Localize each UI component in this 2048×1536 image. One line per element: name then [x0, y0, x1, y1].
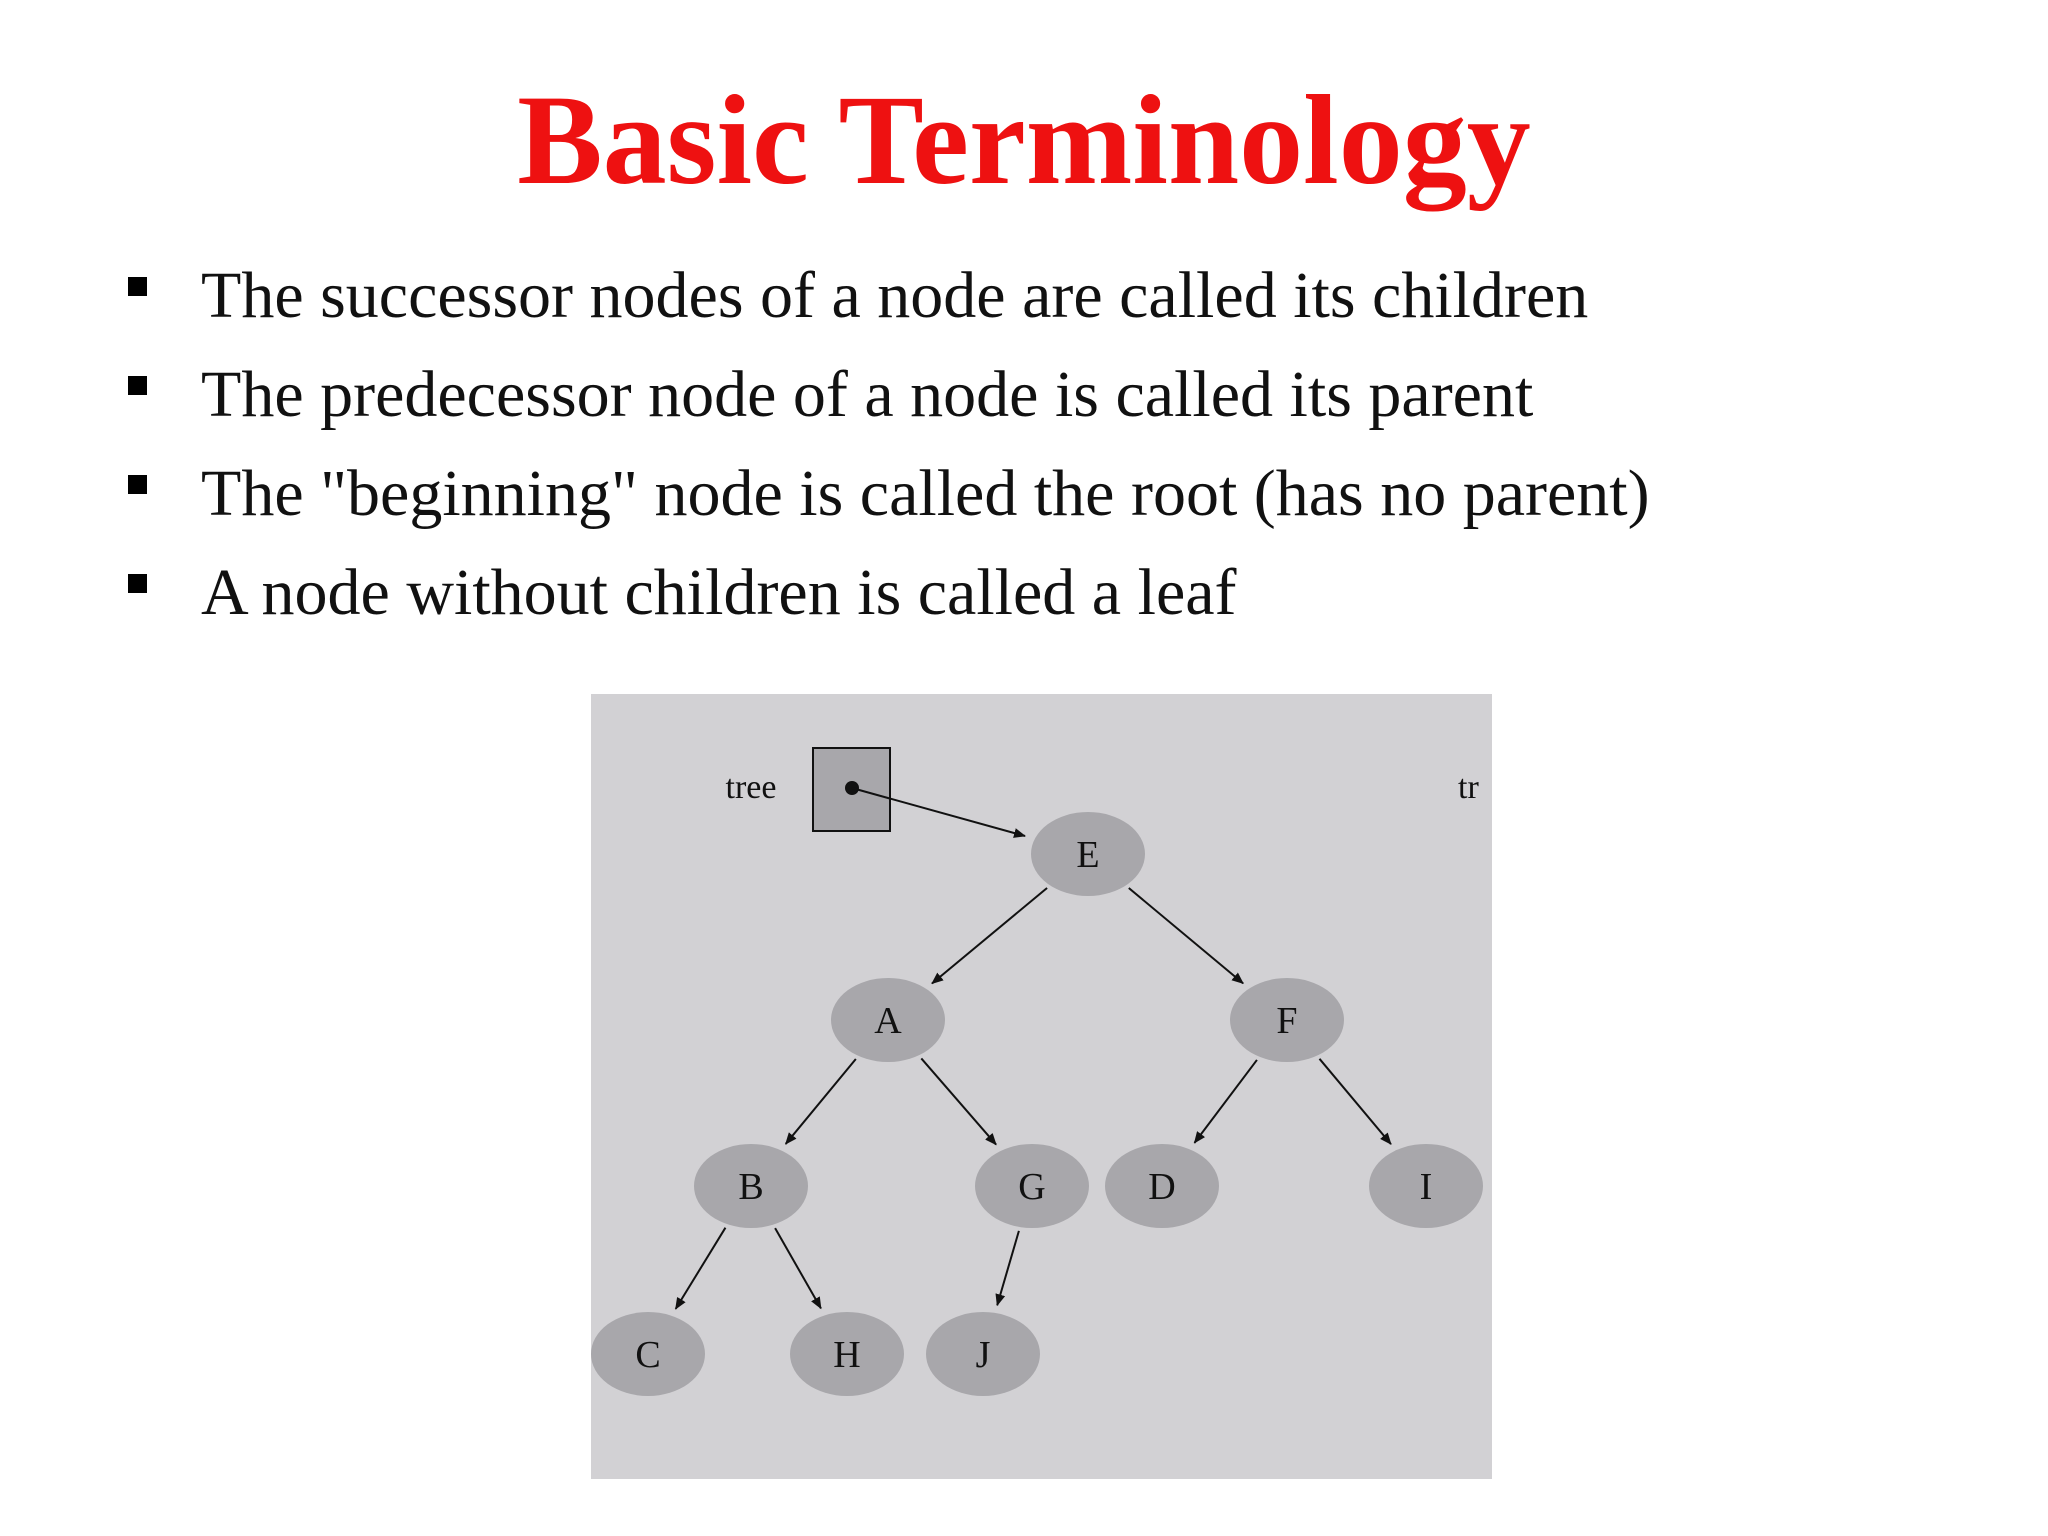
square-bullet-icon — [128, 277, 147, 296]
tree-node-H — [790, 1312, 904, 1396]
edge-B-C — [676, 1228, 726, 1309]
square-bullet-icon — [128, 574, 147, 593]
tree-diagram — [591, 694, 1492, 1479]
tree-node-A — [831, 978, 945, 1062]
edge-A-B — [786, 1059, 856, 1144]
bullet-text: The predecessor node of a node is called its parent — [201, 358, 1534, 431]
edge-F-I — [1319, 1059, 1390, 1144]
edge-B-H — [775, 1228, 821, 1308]
bullet-text: A node without children is called a leaf — [201, 556, 1237, 629]
tree-node-E — [1031, 812, 1145, 896]
nodes-layer — [591, 812, 1483, 1396]
edge-E-A — [932, 888, 1047, 984]
edge-A-G — [921, 1058, 996, 1144]
edges-layer — [676, 888, 1391, 1309]
edge-F-D — [1194, 1060, 1256, 1143]
bullet-text: The "beginning" node is called the root (has no parent) — [201, 457, 1650, 530]
slide-title: Basic Terminology — [517, 69, 1531, 211]
node-label: F — [1276, 1000, 1298, 1042]
tree-diagram-svg — [591, 694, 1492, 1479]
tree-node-F — [1230, 978, 1344, 1062]
tree-node-G — [975, 1144, 1089, 1228]
tree-node-C — [591, 1312, 705, 1396]
node-label: B — [738, 1166, 764, 1208]
node-label: H — [833, 1334, 861, 1376]
tree-node-D — [1105, 1144, 1219, 1228]
node-label: I — [1419, 1166, 1433, 1208]
square-bullet-icon — [128, 376, 147, 395]
node-label: A — [874, 1000, 902, 1042]
tree-node-I — [1369, 1144, 1483, 1228]
clipped-tree-label: tr — [1458, 769, 1479, 806]
node-label: D — [1148, 1166, 1176, 1208]
node-label: E — [1076, 834, 1100, 876]
node-label: J — [975, 1334, 991, 1376]
square-bullet-icon — [128, 475, 147, 494]
tree-node-B — [694, 1144, 808, 1228]
node-label: C — [635, 1334, 661, 1376]
tree-pointer-label: tree — [725, 769, 777, 806]
node-label: G — [1018, 1166, 1046, 1208]
tree-node-J — [926, 1312, 1040, 1396]
edge-E-F — [1129, 888, 1243, 983]
bullet-text: The successor nodes of a node are called its children — [201, 259, 1589, 332]
edge-G-J — [997, 1231, 1019, 1305]
